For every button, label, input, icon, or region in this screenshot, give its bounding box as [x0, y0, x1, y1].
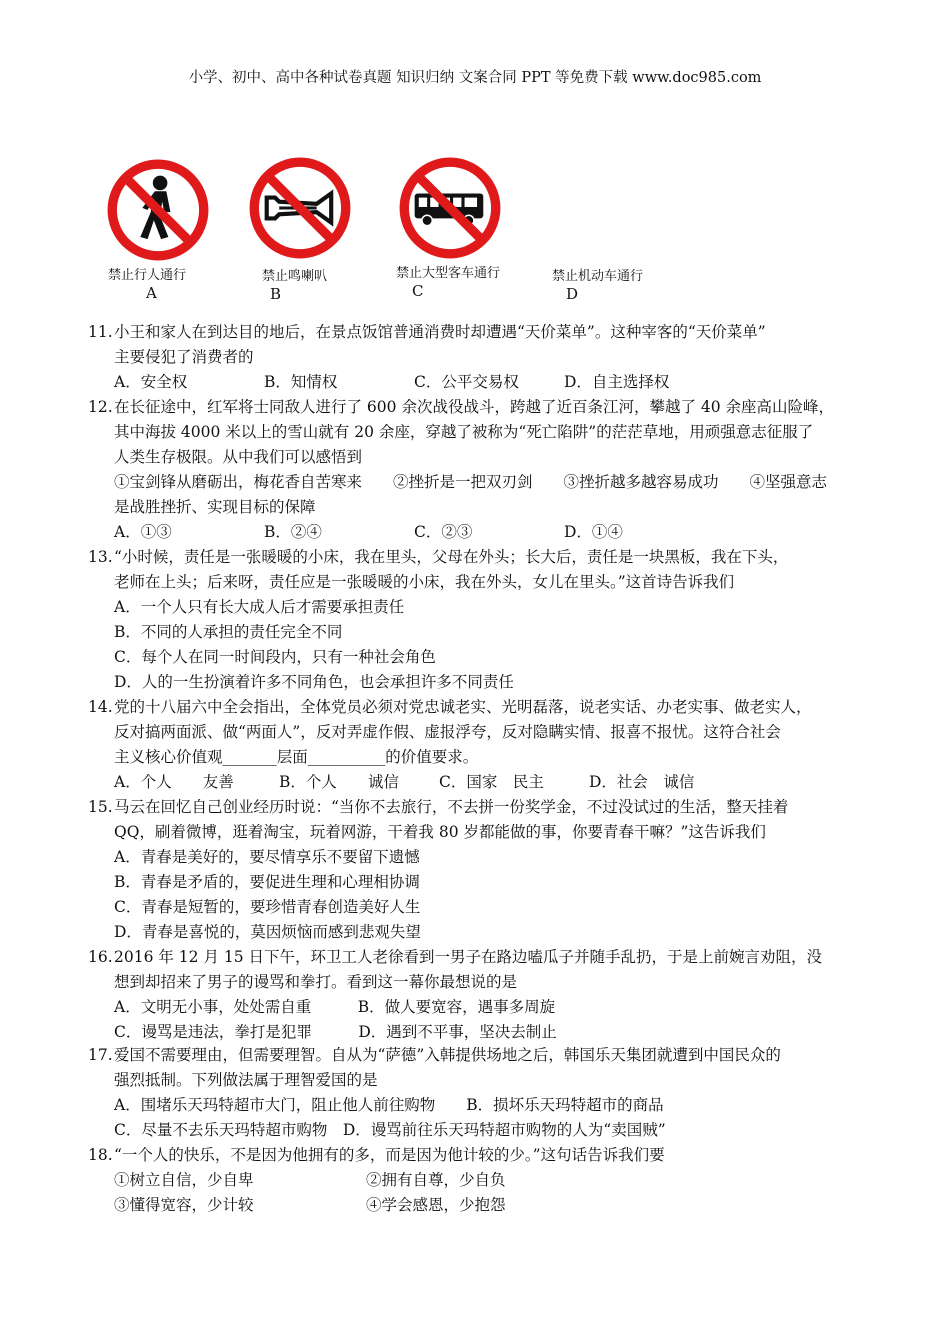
question-number: 13. — [88, 548, 113, 566]
question-text: 想到却招来了男子的谩骂和拳打。看到这一幕你最想说的是 — [114, 973, 518, 991]
options-row: A．文明无小事，处处需自重 B．做人要宽容，遇事多周旋 — [114, 998, 556, 1016]
sign-c — [398, 156, 502, 260]
question-text: 其中海拔 4000 米以上的雪山就有 20 余座，穿越了被称为“死亡陷阱”的茫茫草地，用顽强意志征服了 — [114, 423, 814, 441]
question-text: 主要侵犯了消费者的 — [114, 348, 254, 366]
statement-4: ④学会感恩，少抱怨 — [366, 1196, 506, 1214]
option-d: D．①④ — [564, 523, 623, 541]
question-14 — [88, 695, 868, 795]
option-c: C．青春是短暂的，要珍惜青春创造美好人生 — [114, 898, 421, 916]
question-text: 党的十八届六中全会指出，全体党员必须对党忠诚老实、光明磊落，说老实话、办老实事、做老实人， — [114, 698, 812, 716]
statement-1: ①树立自信，少自卑 — [114, 1171, 254, 1189]
question-18 — [88, 1143, 868, 1218]
options-row: C．尽量不去乐天玛特超市购物 D．谩骂前往乐天玛特超市购物的人为“卖国贼” — [114, 1121, 666, 1139]
option-d: D．自主选择权 — [564, 373, 670, 391]
question-text: 老师在上头；后来呀，责任应是一张暖暖的小床，我在外头，女儿在里头。”这首诗告诉我们 — [114, 573, 735, 591]
question-text: “小时候，责任是一张暖暖的小床，我在里头，父母在外头；长大后，责任是一块黑板，我在下头， — [114, 548, 789, 566]
statement-2: ②拥有自尊，少自负 — [366, 1171, 506, 1189]
question-text: 反对搞两面派、做“两面人”，反对弄虚作假、虚报浮夸，反对隐瞒实情、报喜不报忧。这符合社会 — [114, 723, 781, 741]
question-text: ①宝剑锋从磨砺出，梅花香自苦寒来 ②挫折是一把双刃剑 ③挫折越多越容易成功 ④坚强意志 — [114, 473, 828, 491]
option-c: C．公平交易权 — [414, 373, 519, 391]
question-text: 小王和家人在到达目的地后，在景点饭馆普通消费时却遭遇“天价菜单”。这种宰客的“天价菜单” — [114, 323, 766, 341]
option-b: B．个人 诚信 — [279, 773, 399, 791]
option-d: D．青春是喜悦的，莫因烦恼而感到悲观失望 — [114, 923, 421, 941]
question-12 — [88, 395, 868, 545]
option-d: D．社会 诚信 — [589, 773, 695, 791]
question-text: 爱国不需要理由，但需要理智。自从为“萨德”入韩提供场地之后，韩国乐天集团就遭到中国民众的 — [114, 1046, 781, 1064]
question-number: 11. — [88, 323, 113, 341]
page-header: 小学、初中、高中各种试卷真题 知识归纳 文案合同 PPT 等免费下载 www.doc985.com — [188, 70, 762, 86]
question-15 — [88, 795, 868, 945]
option-b: B．不同的人承担的责任完全不同 — [114, 623, 343, 641]
sign-label-b: 禁止鸣喇叭 — [262, 269, 328, 284]
sign-letter-a: A — [146, 284, 157, 302]
sign-label-c: 禁止大型客车通行 — [396, 266, 501, 281]
question-text: 马云在回忆自己创业经历时说：“当你不去旅行，不去拼一份奖学金，不过没试过的生活，整天挂着 — [114, 798, 789, 816]
question-13 — [88, 545, 868, 695]
sign-a — [106, 158, 210, 262]
sign-letter-c: C — [412, 282, 424, 300]
option-c: C．每个人在同一时间段内，只有一种社会角色 — [114, 648, 436, 666]
sign-b — [248, 156, 352, 260]
option-c: C．②③ — [414, 523, 473, 541]
options-row: A．围堵乐天玛特超市大门，阻止他人前往购物 B．损坏乐天玛特超市的商品 — [114, 1096, 664, 1114]
options-row: C．谩骂是违法，拳打是犯罪 D．遇到不平事，坚决去制止 — [114, 1023, 557, 1041]
no-pedestrian-icon — [106, 158, 210, 262]
question-text: 是战胜挫折、实现目标的保障 — [114, 498, 316, 516]
option-a: A．一个人只有长大成人后才需要承担责任 — [114, 598, 405, 616]
question-11 — [88, 320, 868, 395]
question-number: 17. — [88, 1046, 113, 1064]
option-a: A．个人 友善 — [114, 773, 234, 791]
question-text: 人类生存极限。从中我们可以感悟到 — [114, 448, 363, 466]
option-c: C．国家 民主 — [439, 773, 544, 791]
option-a: A．安全权 — [114, 373, 188, 391]
option-b: B．②④ — [264, 523, 322, 541]
statement-3: ③懂得宽容，少计较 — [114, 1196, 254, 1214]
no-bus-icon — [398, 156, 502, 260]
question-text: 强烈抵制。下列做法属于理智爱国的是 — [114, 1071, 378, 1089]
question-number: 12. — [88, 398, 113, 416]
sign-letter-b: B — [270, 285, 282, 303]
question-text: 主义核心价值观_______层面__________的价值要求。 — [114, 748, 479, 766]
no-horn-icon — [248, 156, 352, 260]
option-a: A．青春是美好的，要尽情享乐不要留下遗憾 — [114, 848, 420, 866]
question-number: 15. — [88, 798, 113, 816]
option-b: B．知情权 — [264, 373, 338, 391]
option-a: A．①③ — [114, 523, 172, 541]
option-b: B．青春是矛盾的，要促进生理和心理相协调 — [114, 873, 420, 891]
question-number: 18. — [88, 1146, 113, 1164]
sign-letter-d: D — [566, 285, 579, 303]
sign-label-a: 禁止行人通行 — [108, 268, 187, 283]
question-17 — [88, 1043, 868, 1143]
option-d: D．人的一生扮演着许多不同角色，也会承担许多不同责任 — [114, 673, 514, 691]
question-text: “一个人的快乐，不是因为他拥有的多，而是因为他计较的少。”这句话告诉我们要 — [114, 1146, 665, 1164]
question-number: 14. — [88, 698, 113, 716]
question-text: QQ，刷着微博，逛着淘宝，玩着网游，干着我 80 岁都能做的事，你要青春干嘛？”这告诉我们 — [114, 823, 766, 841]
question-text: 在长征途中，红军将士同敌人进行了 600 余次战役战斗，跨越了近百条江河，攀越了 40 余座高山险峰， — [114, 398, 835, 416]
sign-label-d: 禁止机动车通行 — [552, 269, 644, 284]
question-number: 16. — [88, 948, 113, 966]
question-16 — [88, 945, 868, 1045]
question-text: 2016 年 12 月 15 日下午，环卫工人老徐看到一男子在路边嗑瓜子并随手乱扔，于是上前婉言劝阻，没 — [114, 948, 823, 966]
